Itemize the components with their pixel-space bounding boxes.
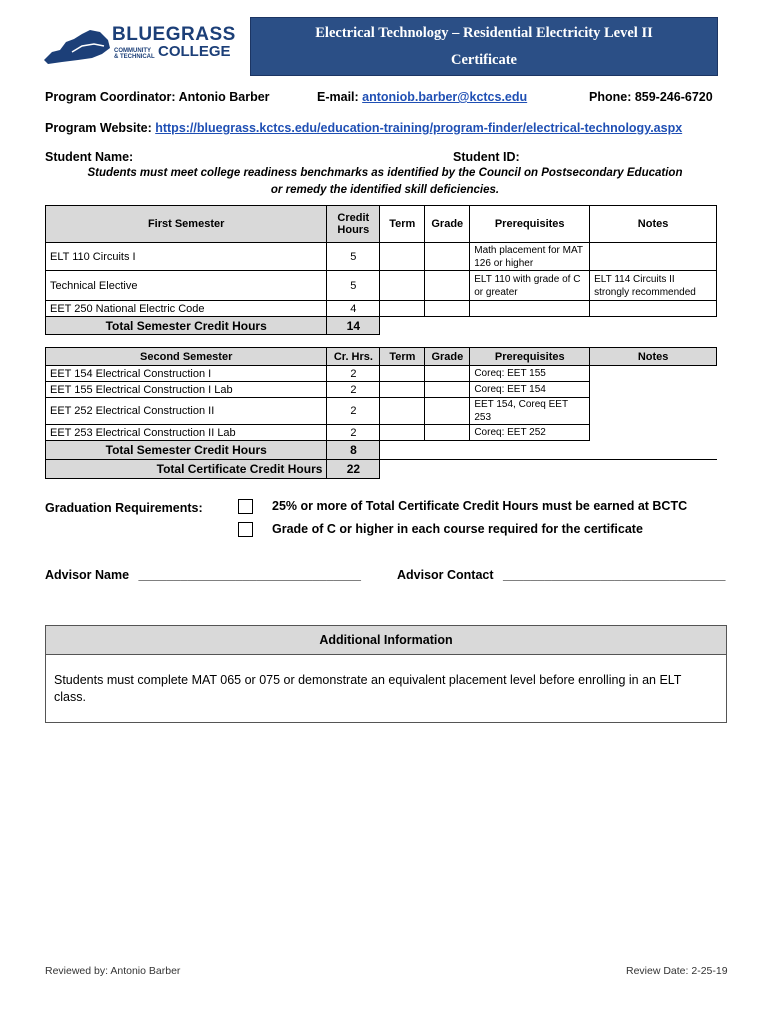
col-term: Term: [380, 348, 425, 366]
graduation-requirements-label: Graduation Requirements:: [45, 501, 203, 515]
phone-number: Phone: 859-246-6720: [589, 90, 713, 104]
course-name: Technical Elective: [46, 271, 327, 301]
grade-cell[interactable]: [425, 425, 470, 441]
certificate-total-row: [46, 460, 717, 479]
grade-cell[interactable]: [425, 398, 470, 425]
website-label: Program Website:: [45, 121, 156, 135]
email-label: E-mail:: [317, 90, 363, 104]
course-name: EET 252 Electrical Construction II: [46, 398, 327, 425]
credit-hours: 2: [327, 366, 380, 382]
course-name: EET 154 Electrical Construction I: [46, 366, 327, 382]
course-name: EET 253 Electrical Construction II Lab: [46, 425, 327, 441]
advisor-contact-line: [397, 568, 726, 582]
table-row: [46, 382, 717, 398]
total-semester-label: Total Semester Credit Hours: [46, 317, 327, 335]
prerequisites: Math placement for MAT 126 or higher: [470, 243, 590, 271]
total-row: [46, 441, 717, 460]
advisor-name-label: Advisor Name: [45, 568, 130, 582]
title-line-2: Certificate: [450, 52, 517, 68]
requirement-1-text: 25% or more of Total Certificate Credit Hours must be earned at BCTC: [272, 499, 688, 513]
col-notes: Notes: [590, 348, 717, 366]
kentucky-map-icon: [42, 22, 112, 68]
prerequisites: [470, 301, 590, 317]
total-semester-label: Total Semester Credit Hours: [46, 441, 327, 460]
program-coordinator: Program Coordinator: Antonio Barber: [45, 90, 270, 104]
advisor-name-field[interactable]: ________________________________: [138, 568, 362, 582]
email-line: [317, 90, 527, 104]
grade-cell[interactable]: [425, 382, 470, 398]
col-prerequisites: Prerequisites: [470, 206, 590, 243]
advisor-contact-label: Advisor Contact: [397, 568, 494, 582]
additional-information-heading: Additional Information: [46, 626, 726, 655]
course-name: ELT 110 Circuits I: [46, 243, 327, 271]
reviewed-by: Reviewed by: Antonio Barber: [45, 965, 181, 977]
title-line-1: Electrical Technology – Residential Electricity Level II: [315, 25, 653, 41]
credit-hours: 4: [327, 301, 380, 317]
review-date: Review Date: 2-25-19: [626, 965, 728, 977]
grade-cell[interactable]: [425, 366, 470, 382]
total-semester-hours: 8: [327, 441, 380, 460]
requirement-2-checkbox[interactable]: [238, 522, 253, 537]
advisor-contact-field[interactable]: ________________________________: [503, 568, 726, 582]
notes: [590, 301, 717, 317]
table-row: [46, 301, 717, 317]
col-second-semester: Second Semester: [46, 348, 327, 366]
total-row: [46, 317, 717, 335]
first-semester-header-row: [46, 206, 717, 243]
table-row: [46, 398, 717, 425]
total-semester-hours: 14: [327, 317, 380, 335]
col-notes: Notes: [590, 206, 717, 243]
course-name: EET 250 National Electric Code: [46, 301, 327, 317]
grade-cell[interactable]: [425, 301, 470, 317]
col-first-semester: First Semester: [46, 206, 327, 243]
prerequisites: Coreq: EET 252: [470, 425, 590, 441]
first-semester-table: [45, 205, 717, 335]
notes: ELT 114 Circuits II strongly recommended: [590, 271, 717, 301]
col-prerequisites: Prerequisites: [470, 348, 590, 366]
prerequisites: Coreq: EET 154: [470, 382, 590, 398]
additional-information-box: [45, 625, 727, 723]
table-row: [46, 271, 717, 301]
requirement-1-checkbox[interactable]: [238, 499, 253, 514]
table-row: [46, 366, 717, 382]
logo-college-text: COLLEGE: [158, 43, 231, 60]
document-title: [250, 17, 718, 76]
requirement-2-text: Grade of C or higher in each course required for the certificate: [272, 522, 643, 536]
term-cell[interactable]: [380, 425, 425, 441]
credit-hours: 5: [327, 243, 380, 271]
program-website-line: [45, 121, 682, 135]
credit-hours: 2: [327, 398, 380, 425]
readiness-note-line-2: or remedy the identified skill deficiencies.: [270, 184, 500, 196]
term-cell[interactable]: [380, 366, 425, 382]
table-row: [46, 243, 717, 271]
second-semester-header-row: [46, 348, 717, 366]
prerequisites: EET 154, Coreq EET 253: [470, 398, 590, 425]
col-grade: Grade: [425, 348, 470, 366]
readiness-note-line-1: Students must meet college readiness benchmarks as identified by the Council on Postsecondary Education: [87, 167, 683, 179]
col-grade: Grade: [425, 206, 470, 243]
credit-hours: 2: [327, 382, 380, 398]
col-credit-hours: Credit Hours: [327, 206, 380, 243]
term-cell[interactable]: [380, 398, 425, 425]
student-id-label: Student ID:: [453, 150, 520, 164]
student-name-label: Student Name:: [45, 150, 134, 164]
additional-information-body: Students must complete MAT 065 or 075 or demonstrate an equivalent placement level before enrolling in an ELT class.: [54, 673, 682, 704]
logo-bluegrass-text: BLUEGRASS: [112, 24, 236, 45]
prerequisites: ELT 110 with grade of C or greater: [470, 271, 590, 301]
credit-hours: 5: [327, 271, 380, 301]
col-cr-hrs: Cr. Hrs.: [327, 348, 380, 366]
logo-community-text: COMMUNITY & TECHNICAL: [114, 48, 155, 60]
term-cell[interactable]: [380, 271, 425, 301]
website-link[interactable]: https://bluegrass.kctcs.edu/education-training/program-finder/electrical-technology.aspx: [155, 121, 683, 135]
grade-cell[interactable]: [425, 243, 470, 271]
total-certificate-hours: 22: [327, 460, 380, 479]
second-semester-table: [45, 347, 717, 479]
grade-cell[interactable]: [425, 271, 470, 301]
term-cell[interactable]: [380, 301, 425, 317]
prerequisites: Coreq: EET 155: [470, 366, 590, 382]
credit-hours: 2: [327, 425, 380, 441]
notes: [590, 243, 717, 271]
term-cell[interactable]: [380, 243, 425, 271]
table-row: [46, 425, 717, 441]
advisor-name-line: [45, 568, 361, 582]
term-cell[interactable]: [380, 382, 425, 398]
col-term: Term: [380, 206, 425, 243]
course-name: EET 155 Electrical Construction I Lab: [46, 382, 327, 398]
college-logo: [42, 22, 236, 68]
total-certificate-label: Total Certificate Credit Hours: [46, 460, 327, 479]
email-link[interactable]: antoniob.barber@kctcs.edu: [362, 90, 528, 104]
